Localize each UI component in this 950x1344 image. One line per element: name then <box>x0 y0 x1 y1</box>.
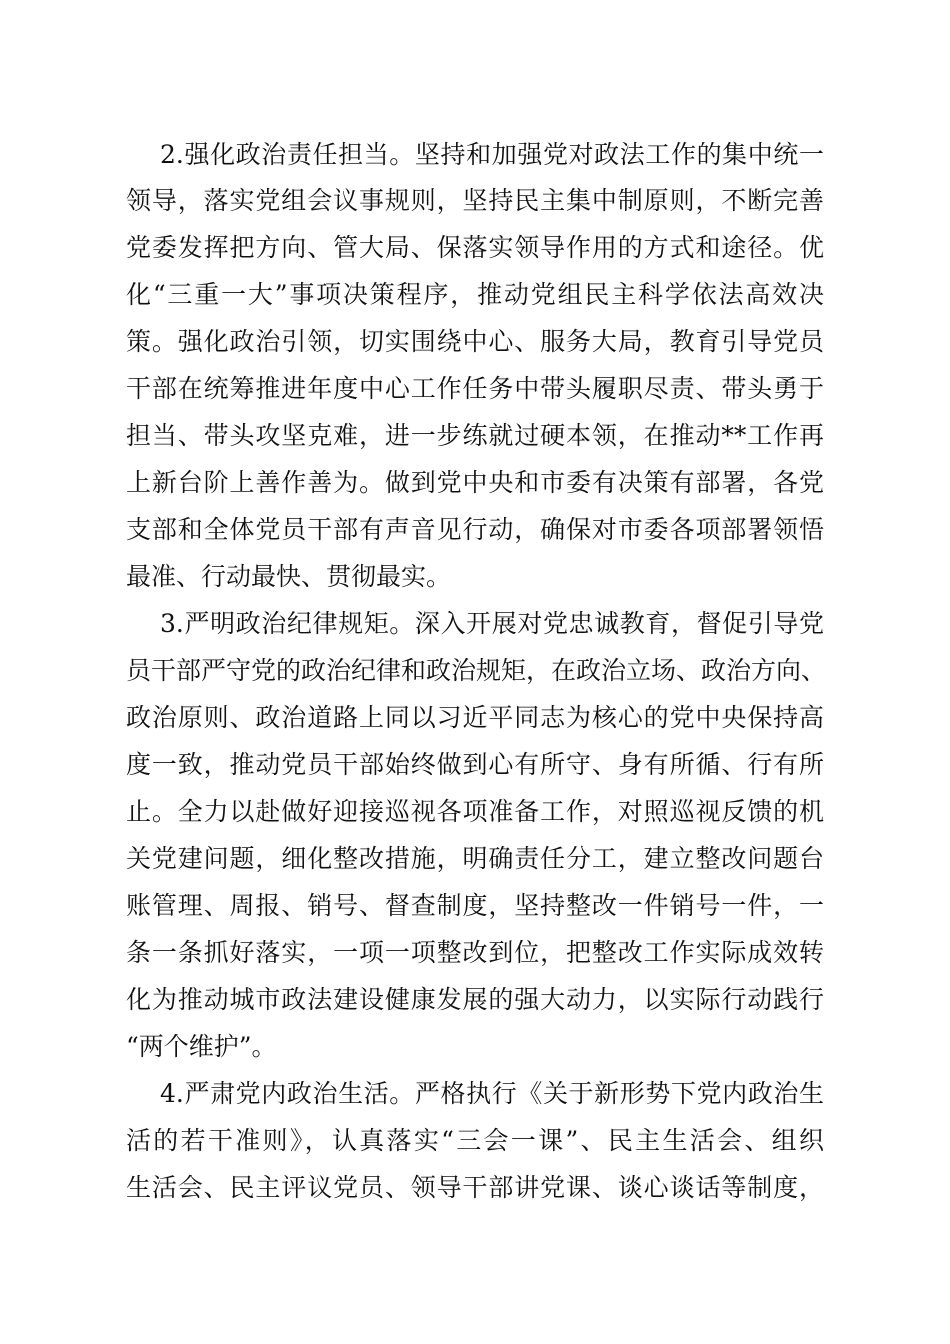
para3-line-5: 止。全力以赴做好迎接巡视各项准备工作，对照巡视反馈的机 <box>126 797 824 826</box>
para3-line-1: 3.严明政治纪律规矩。深入开展对党忠诚教育，督促引导党 <box>160 609 824 638</box>
para3-line-2: 员干部严守党的政治纪律和政治规矩，在政治立场、政治方向、 <box>126 656 827 685</box>
para3-line-4: 度一致，推动党员干部始终做到心有所守、身有所循、行有所 <box>126 750 824 779</box>
para2-line-1: 2.强化政治责任担当。坚持和加强党对政法工作的集中统一 <box>160 140 824 169</box>
para4-line-3: 生活会、民主评议党员、领导干部讲党课、谈心谈话等制度， <box>126 1173 824 1202</box>
para2-line-6: 干部在统筹推进年度中心工作任务中带头履职尽责、带头勇于 <box>126 374 824 403</box>
para2-line-5: 策。强化政治引领，切实围绕中心、服务大局，教育引导党员 <box>126 327 824 356</box>
para3-line-8: 条一条抓好落实，一项一项整改到位，把整改工作实际成效转 <box>126 938 824 967</box>
para3-line-3: 政治原则、政治道路上同以习近平同志为核心的党中央保持高 <box>126 703 824 732</box>
para4-line-2: 活的若干准则》，认真落实“三会一课”、民主生活会、组织 <box>126 1126 824 1155</box>
para3-line-7: 账管理、周报、销号、督查制度，坚持整改一件销号一件，一 <box>126 891 824 920</box>
para2-line-10: 最准、行动最快、贯彻最实。 <box>126 562 452 591</box>
para3-line-10: “两个维护”。 <box>126 1032 277 1061</box>
para4-line-1: 4.严肃党内政治生活。严格执行《关于新形势下党内政治生 <box>160 1079 824 1108</box>
para3-line-9: 化为推动城市政法建设健康发展的强大动力，以实际行动践行 <box>126 985 824 1014</box>
para2-line-8: 上新台阶上善作善为。做到党中央和市委有决策有部署，各党 <box>126 468 824 497</box>
para2-line-2: 领导，落实党组会议事规则，坚持民主集中制原则，不断完善 <box>126 186 824 215</box>
para3-line-6: 关党建问题，细化整改措施，明确责任分工，建立整改问题台 <box>126 844 824 873</box>
para2-line-9: 支部和全体党员干部有声音见行动，确保对市委各项部署领悟 <box>126 515 824 544</box>
para2-line-4: 化“三重一大”事项决策程序，推动党组民主科学依法高效决 <box>126 280 824 309</box>
para2-line-7: 担当、带头攻坚克难，进一步练就过硬本领，在推动**工作再 <box>126 421 824 450</box>
para2-line-3: 党委发挥把方向、管大局、保落实领导作用的方式和途径。优 <box>126 233 824 262</box>
